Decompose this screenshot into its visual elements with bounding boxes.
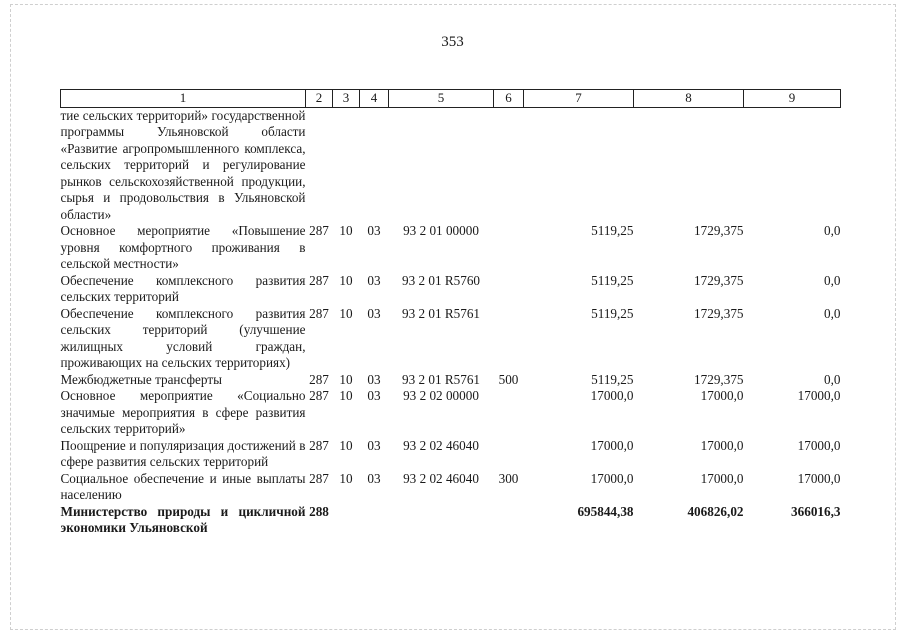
cell-amount-8: 17000,0 (700, 437, 744, 453)
cell-amount-9: 0,0 (824, 305, 841, 321)
page-number: 353 (441, 34, 464, 50)
table-header-row (61, 90, 841, 108)
row-name: Основное мероприятие «Повышение уровня комфортного проживания в сельской местности» (60, 223, 306, 271)
cell-subsection (360, 107, 389, 223)
cell-subsection (360, 504, 389, 537)
cell-ministry-code (306, 107, 333, 223)
budget-table (60, 89, 841, 537)
cell-expense-type (494, 388, 524, 438)
cell-target-article: 93 2 01 R5761 (401, 371, 481, 387)
cell-amount-8 (634, 107, 744, 223)
cell-amount-9: 17000,0 (797, 388, 841, 403)
cell-amount-9: 0,0 (824, 272, 841, 288)
column-header-3: 3 (333, 90, 360, 108)
column-header-9: 9 (744, 90, 841, 108)
cell-target-article: 93 2 02 00000 (403, 388, 479, 403)
cell-amount-7: 695844,38 (577, 503, 634, 519)
cell-section: 10 (339, 371, 353, 387)
cell-expense-type (494, 504, 524, 537)
column-header-2: 2 (306, 90, 333, 108)
cell-amount-9: 0,0 (824, 371, 841, 387)
table-row (61, 438, 841, 471)
table-row (61, 273, 841, 306)
cell-section: 10 (339, 305, 353, 321)
cell-subsection: 03 (367, 388, 381, 403)
row-name: Поощрение и популяризация достижений в сфере развития сельских территорий (60, 437, 306, 469)
cell-expense-type (494, 306, 524, 372)
cell-section: 10 (339, 388, 353, 403)
cell-ministry-code: 287 (309, 371, 329, 387)
cell-amount-8: 17000,0 (700, 470, 744, 486)
table-row (61, 388, 841, 438)
cell-subsection: 03 (367, 305, 381, 321)
table-row (61, 306, 841, 372)
cell-amount-9: 366016,3 (791, 503, 841, 519)
column-header-4: 4 (360, 90, 389, 108)
cell-ministry-code: 287 (309, 223, 329, 238)
cell-amount-7: 5119,25 (591, 223, 634, 238)
cell-subsection: 03 (367, 272, 381, 288)
table-row (61, 107, 841, 223)
cell-amount-7: 17000,0 (590, 437, 634, 453)
cell-amount-7: 5119,25 (591, 371, 634, 387)
table-row (61, 372, 841, 389)
cell-amount-8: 1729,375 (694, 371, 744, 387)
table-row-ministry-total (61, 504, 841, 537)
cell-subsection: 03 (367, 470, 381, 486)
cell-amount-8: 17000,0 (700, 388, 744, 403)
table-row (61, 223, 841, 273)
cell-ministry-code: 287 (309, 470, 329, 486)
cell-ministry-code: 287 (309, 305, 329, 321)
cell-amount-8: 1729,375 (694, 272, 744, 288)
cell-expense-type (494, 223, 524, 273)
row-name: Основное мероприятие «Социально значимые мероприятия в сфере развития сельских территорий» (60, 388, 306, 436)
cell-amount-9 (744, 107, 841, 223)
cell-expense-type (494, 107, 524, 223)
cell-amount-7: 5119,25 (591, 305, 634, 321)
cell-section: 10 (339, 223, 353, 238)
cell-section (333, 504, 360, 537)
cell-amount-7: 17000,0 (590, 470, 634, 486)
column-header-8: 8 (634, 90, 744, 108)
cell-expense-type: 500 (498, 371, 519, 387)
cell-section: 10 (339, 437, 353, 453)
cell-ministry-code: 288 (309, 503, 329, 519)
cell-target-article (389, 504, 494, 537)
cell-ministry-code: 287 (309, 272, 329, 288)
row-name: Министерство природы и цикличной экономики Ульяновской (60, 503, 306, 535)
cell-section (333, 107, 360, 223)
cell-section: 10 (339, 470, 353, 486)
column-header-7: 7 (524, 90, 634, 108)
cell-amount-9: 17000,0 (797, 470, 841, 486)
cell-expense-type (494, 273, 524, 306)
cell-expense-type: 300 (498, 470, 519, 486)
cell-amount-8: 1729,375 (694, 305, 744, 321)
row-name: Обеспечение комплексного развития сельских территорий (улучшение жилищных условий граждан, проживающих на сельских территориях) (60, 305, 306, 370)
cell-target-article: 93 2 01 R5761 (401, 305, 481, 321)
row-name: тие сельских территорий» государственной программы Ульяновской области «Развитие агропромышленного комплекса, сельских территорий и регулирование рынков сельскохозяйственной продукции, сырья и продовольствия в Ульяновской области» (60, 107, 306, 222)
row-name: Обеспечение комплексного развития сельских территорий (60, 272, 306, 304)
cell-target-article: 93 2 02 46040 (403, 437, 479, 453)
cell-expense-type (494, 438, 524, 471)
cell-subsection: 03 (367, 223, 381, 238)
cell-target-article: 93 2 01 00000 (403, 223, 479, 238)
column-header-6: 6 (494, 90, 524, 108)
cell-subsection: 03 (367, 371, 381, 387)
cell-amount-7: 5119,25 (591, 272, 634, 288)
cell-ministry-code: 287 (309, 388, 329, 403)
cell-amount-7: 17000,0 (590, 388, 634, 403)
column-header-5: 5 (389, 90, 494, 108)
cell-target-article (389, 107, 494, 223)
cell-amount-8: 1729,375 (694, 223, 744, 238)
cell-subsection: 03 (367, 437, 381, 453)
table-row (61, 471, 841, 504)
row-name: Межбюджетные трансферты (60, 371, 222, 387)
cell-ministry-code: 287 (309, 437, 329, 453)
cell-target-article: 93 2 01 R5760 (401, 272, 481, 288)
row-name: Социальное обеспечение и иные выплаты населению (60, 470, 306, 502)
column-header-1: 1 (61, 90, 306, 108)
cell-section: 10 (339, 272, 353, 288)
cell-amount-7 (524, 107, 634, 223)
cell-amount-8: 406826,02 (687, 503, 744, 519)
cell-amount-9: 17000,0 (797, 437, 841, 453)
cell-amount-9: 0,0 (824, 223, 841, 238)
cell-target-article: 93 2 02 46040 (403, 470, 479, 486)
